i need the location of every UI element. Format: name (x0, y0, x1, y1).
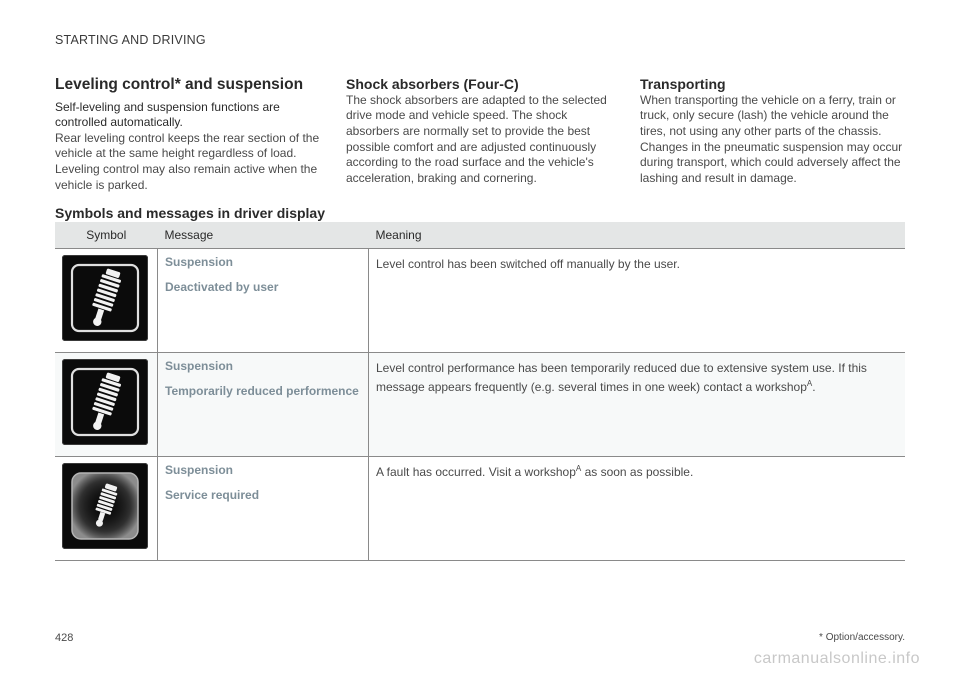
meaning-cell (369, 353, 906, 457)
header-meaning: Meaning (369, 222, 906, 249)
section-header: STARTING AND DRIVING (55, 33, 206, 47)
leveling-title: Leveling control* and suspension (55, 76, 304, 93)
header-symbol: Symbol (55, 222, 158, 249)
meaning-text: Level control has been switched off manually by the user. (376, 257, 680, 271)
symbol-cell (55, 457, 158, 561)
table-title: Symbols and messages in driver display (55, 205, 325, 221)
symbol-cell (55, 249, 158, 353)
table-row (55, 249, 905, 353)
meaning-cell (369, 249, 906, 353)
transport-body: When transporting the vehicle on a ferry, train or truck, only secure (lash) the vehicle around the tires, not using any other parts of the chassis. Changes in the pneumatic suspension may occur during transport, which could adversely affect the lashing and result in damage. (640, 92, 903, 185)
footnote-marker: * (819, 632, 823, 643)
suspension-fault-icon (62, 463, 148, 549)
leveling-body: Rear leveling control keeps the rear section of the vehicle at the same height regardless of load. Leveling control may also remain active when the vehicle is parked. (55, 130, 320, 192)
transport-title: Transporting (640, 76, 726, 92)
message-cell (158, 353, 369, 457)
leveling-section (55, 76, 320, 193)
table-header-row (55, 222, 905, 249)
message-cell (158, 249, 369, 353)
watermark: carmanualsonline.info (753, 650, 920, 667)
symbols-table (55, 222, 905, 561)
message-cell (158, 457, 369, 561)
header-message: Message (158, 222, 369, 249)
footnote-ref: A (575, 464, 582, 473)
shock-section (346, 76, 618, 186)
message-line-1: Suspension (165, 463, 234, 477)
message-line-1: Suspension (165, 255, 234, 269)
footnote (819, 632, 905, 643)
meaning-text: A fault has occurred. Visit a workshop (376, 465, 576, 479)
page-number: 428 (55, 632, 74, 644)
meaning-text-end: . (812, 379, 816, 394)
suspension-warning-icon (62, 359, 148, 445)
meaning-text: Level control performance has been temporarily reduced due to extensive system use. If this message appears frequently (e.g. several times in one week) contact a workshop (376, 361, 867, 394)
message-line-2: Temporarily reduced performence (165, 384, 359, 398)
transport-section (640, 76, 910, 186)
table-row (55, 457, 905, 561)
symbol-cell (55, 353, 158, 457)
suspension-warning-icon (62, 255, 148, 341)
table-row (55, 353, 905, 457)
leveling-lead: Self-leveling and suspension functions are controlled automatically. (55, 99, 280, 130)
shock-title: Shock absorbers (Four-C) (346, 76, 519, 92)
footnote-ref: A (806, 378, 813, 388)
message-line-2: Deactivated by user (165, 280, 279, 294)
meaning-text-end: as soon as possible. (581, 465, 694, 479)
message-line-2: Service required (165, 488, 260, 502)
message-line-1: Suspension (165, 359, 234, 373)
shock-body: The shock absorbers are adapted to the selected drive mode and vehicle speed. The shock absorbers are normally set to provide the best possible comfort and are adjusted continuously according to the road surface and the vehicle's acceleration, braking and cornering. (346, 92, 607, 185)
meaning-cell (369, 457, 906, 561)
footnote-text: Option/accessory. (825, 632, 905, 643)
